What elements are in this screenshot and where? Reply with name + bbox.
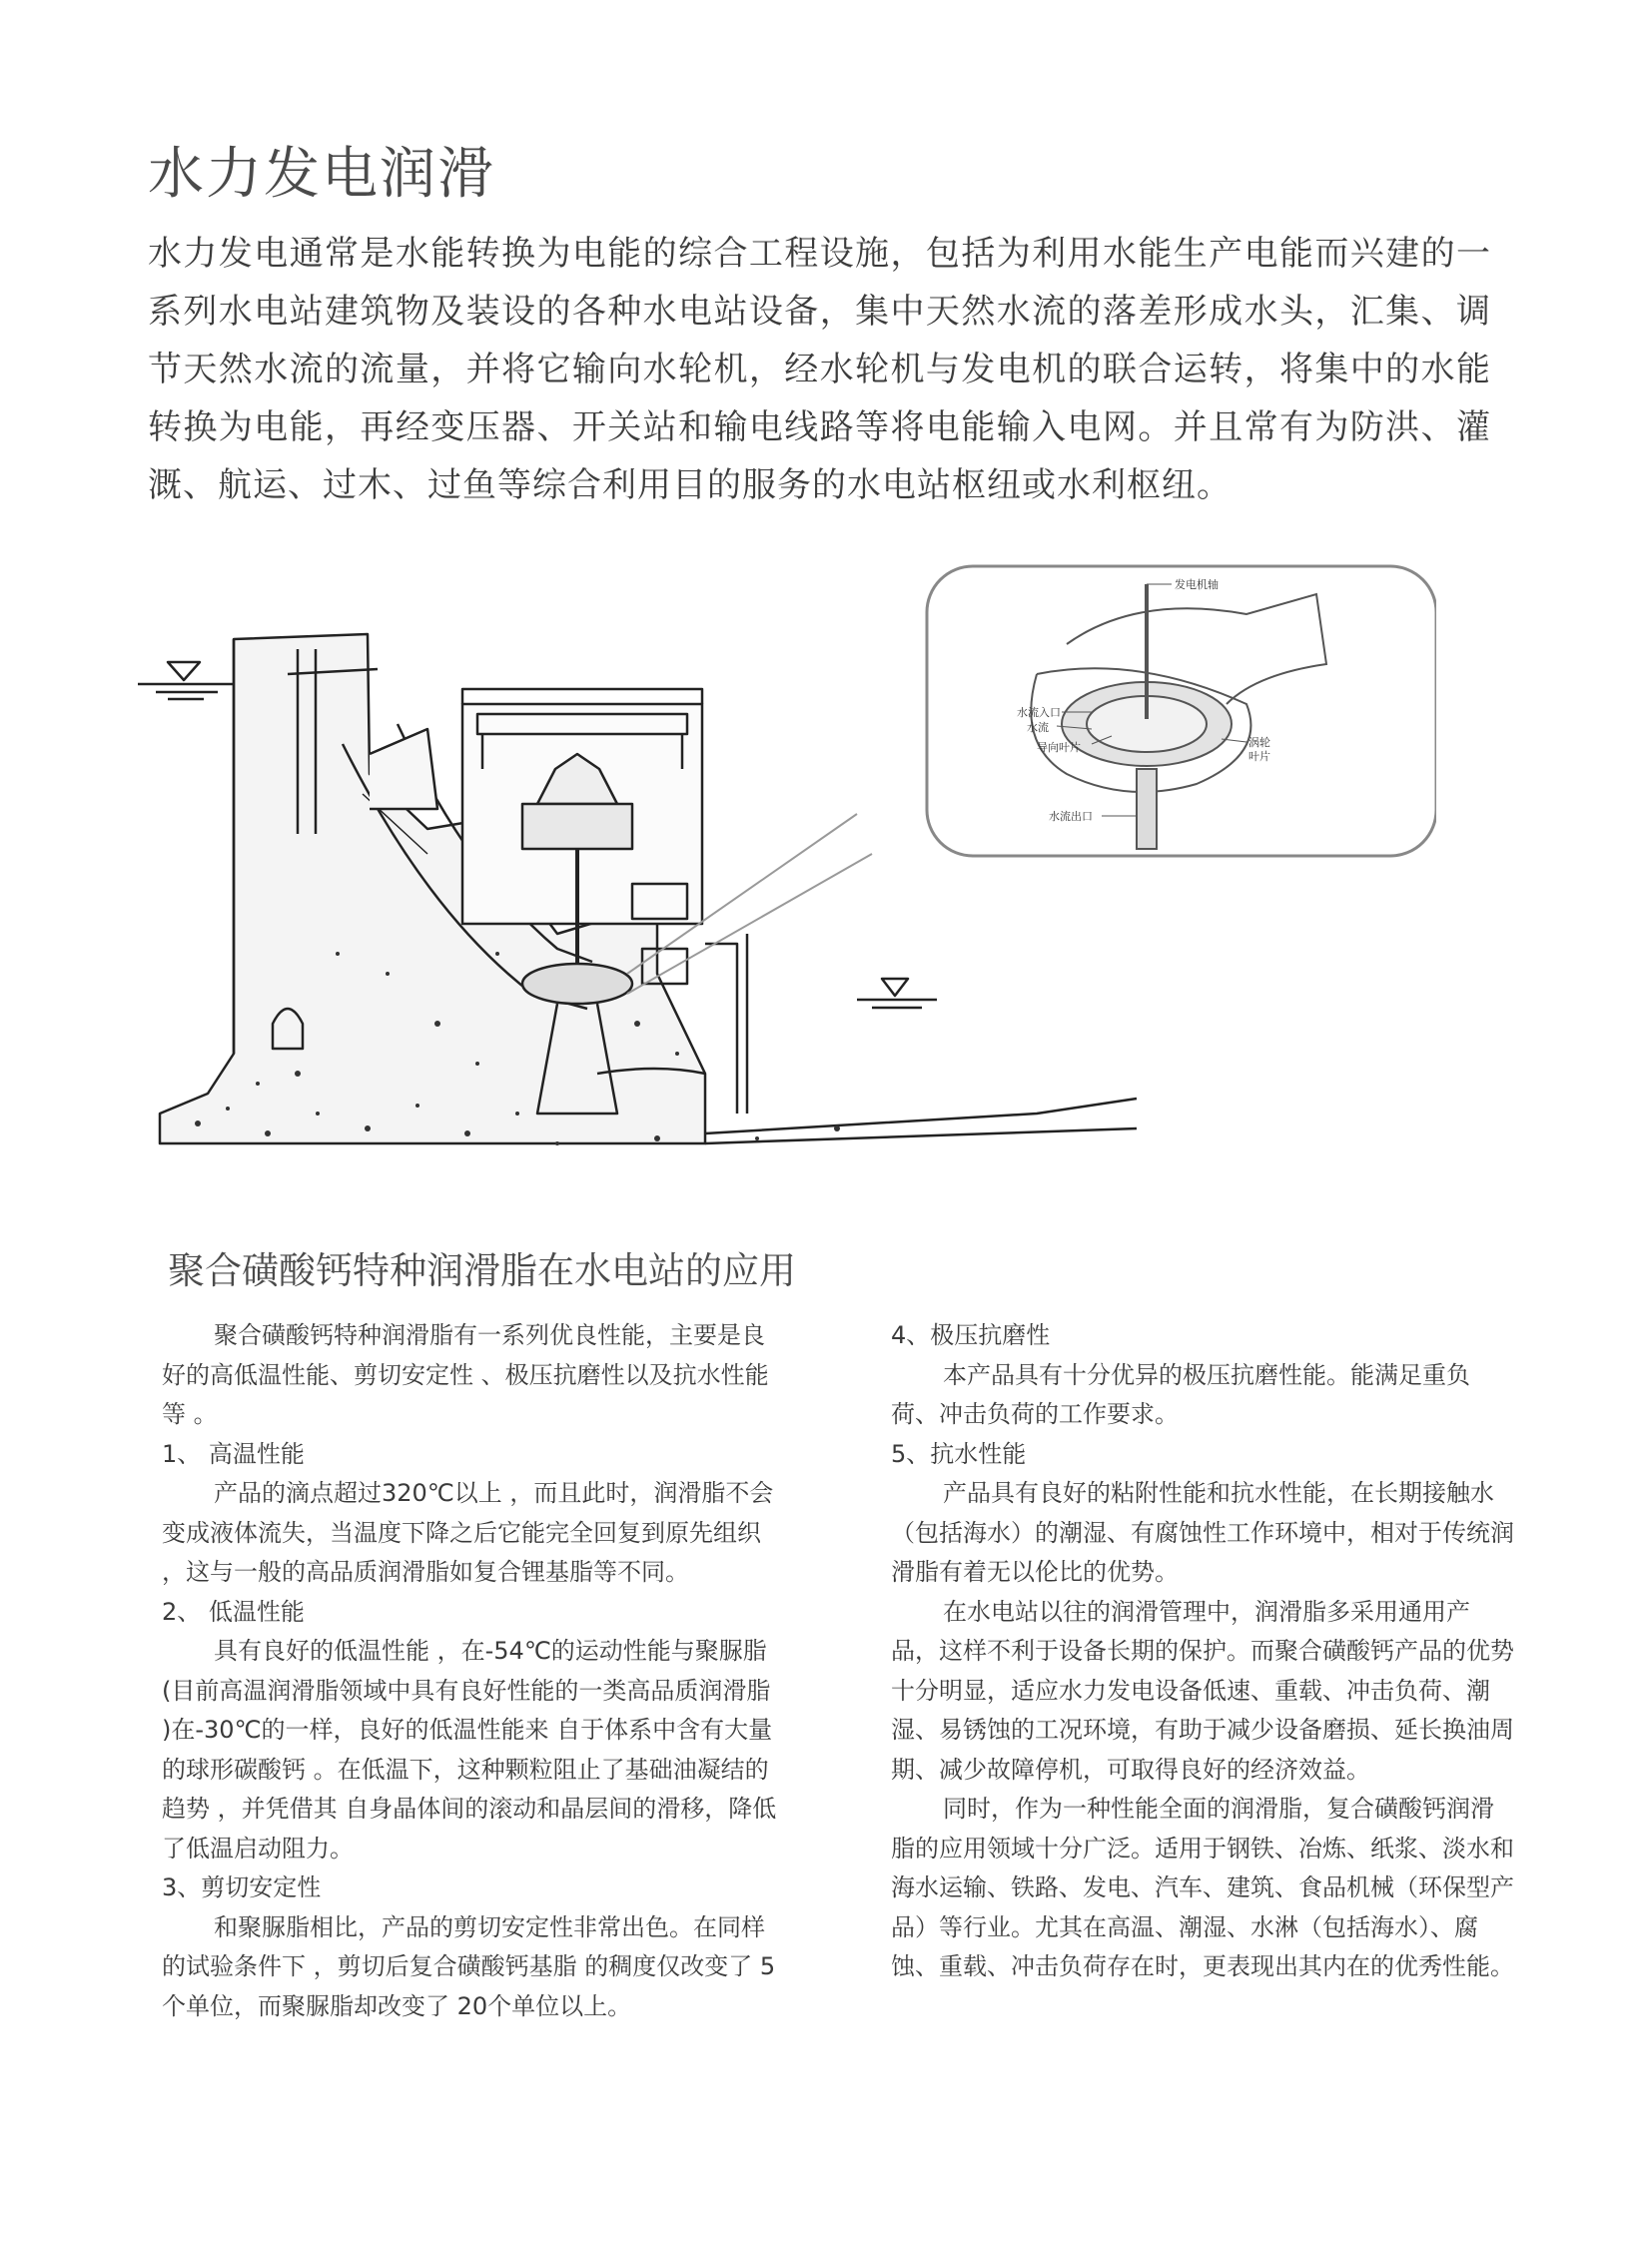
body-paragraph: 聚合磺酸钙特种润滑脂有一系列优良性能，主要是良好的高低温性能、剪切安定性 、极压抗磨性以及抗水性能等 。 <box>162 1321 769 1428</box>
subheading: 5、抗水性能 <box>891 1439 1027 1468</box>
body-paragraph: 产品具有良好的粘附性能和抗水性能，在长期接触水（包括海水）的潮湿、有腐蚀性工作环境中，相对于传统润滑脂有着无以伦比的优势。 <box>891 1479 1514 1586</box>
label-inlet: 水流入口 <box>1017 706 1061 719</box>
label-runner-2: 叶片 <box>1248 750 1270 763</box>
body-paragraph: 和聚脲脂相比，产品的剪切安定性非常出色。在同样的试验条件下 ，剪切后复合磺酸钙基脂 的稠度仅改变了 5个单位，而聚脲脂却改变了 20个单位以上。 <box>162 1912 776 2020</box>
subheading: 2、 低温性能 <box>162 1597 305 1626</box>
tailrace <box>632 884 1137 1143</box>
turbine-detail-callout <box>927 566 1436 856</box>
hydropower-station-diagram <box>138 554 1436 1173</box>
body-paragraph: 本产品具有十分优异的极压抗磨性能。能满足重负荷、冲击负荷的工作要求。 <box>891 1360 1470 1428</box>
intro-paragraph: 水力发电通常是水能转换为电能的综合工程设施，包括为利用水能生产电能而兴建的一系列水电站建筑物及装设的各种水电站设备，集中天然水流的落差形成水头，汇集、调节天然水流的流量，并将它输向水轮机，经水轮机与发电机的联合运转，将集中的水能转换为电能，再经变压器、开关站和输电线路等将电能输入电网。并且常有为防洪、灌溉、航运、过木、过鱼等综合利用目的服务的水电站枢纽或水利枢纽。 <box>148 234 1491 505</box>
left-column <box>162 1316 786 2026</box>
body-paragraph: 同时，作为一种性能全面的润滑脂，复合磺酸钙润滑脂的应用领域十分广泛。适用于钢铁、冶炼、纸浆、淡水和海水运输、铁路、发电、汽车、建筑、食品机械（环保型产品）等行业。尤其在高温、潮湿、水淋（包括海水）、腐蚀、重载、冲击负荷存在时，更表现出其内在的优秀性能。 <box>891 1795 1514 1980</box>
section-title: 聚合磺酸钙特种润滑脂在水电站的应用 <box>168 1249 796 1292</box>
body-paragraph: 具有良好的低温性能 ，在-54℃的运动性能与聚脲脂 (目前高温润滑脂领域中具有良好性能的一类高品质润滑脂 )在-30℃的一样，良好的低温性能来 自于体系中含有大量的球形碳酸钙 。在低温下，这种颗粒阻止了基础油凝结的趋势 ，并凭借其 自身晶体间的滚动和晶层间的滑移，降低了低温启动阻力。 <box>162 1637 777 1863</box>
label-runner-1: 涡轮 <box>1248 736 1270 749</box>
subheading: 4、极压抗磨性 <box>891 1321 1051 1349</box>
label-flow: 水流 <box>1027 721 1049 734</box>
body-paragraph: 产品的滴点超过320℃以上 ，而且此时，润滑脂不会变成液体流失，当温度下降之后它能完全回复到原先组织 ，这与一般的高品质润滑脂如复合锂基脂等不同。 <box>162 1479 774 1586</box>
page-title: 水力发电润滑 <box>148 142 495 207</box>
body-paragraph: 在水电站以往的润滑管理中，润滑脂多采用通用产品，这样不利于设备长期的保护。而聚合磺酸钙产品的优势十分明显，适应水力发电设备低速、重载、冲击负荷、潮湿、易锈蚀的工况环境，有助于减少设备磨损、延长换油周期、减少故障停机，可取得良好的经济效益。 <box>891 1597 1514 1784</box>
subheading: 3、剪切安定性 <box>162 1873 322 1901</box>
right-column <box>891 1316 1515 1987</box>
subheading: 1、 高温性能 <box>162 1439 305 1468</box>
label-guide-vane: 导向叶片 <box>1037 741 1081 754</box>
upstream-water-level-icon <box>138 662 238 699</box>
downstream-water-level-icon <box>857 979 937 1008</box>
label-shaft: 发电机轴 <box>1175 578 1219 591</box>
label-outlet: 水流出口 <box>1049 810 1093 823</box>
